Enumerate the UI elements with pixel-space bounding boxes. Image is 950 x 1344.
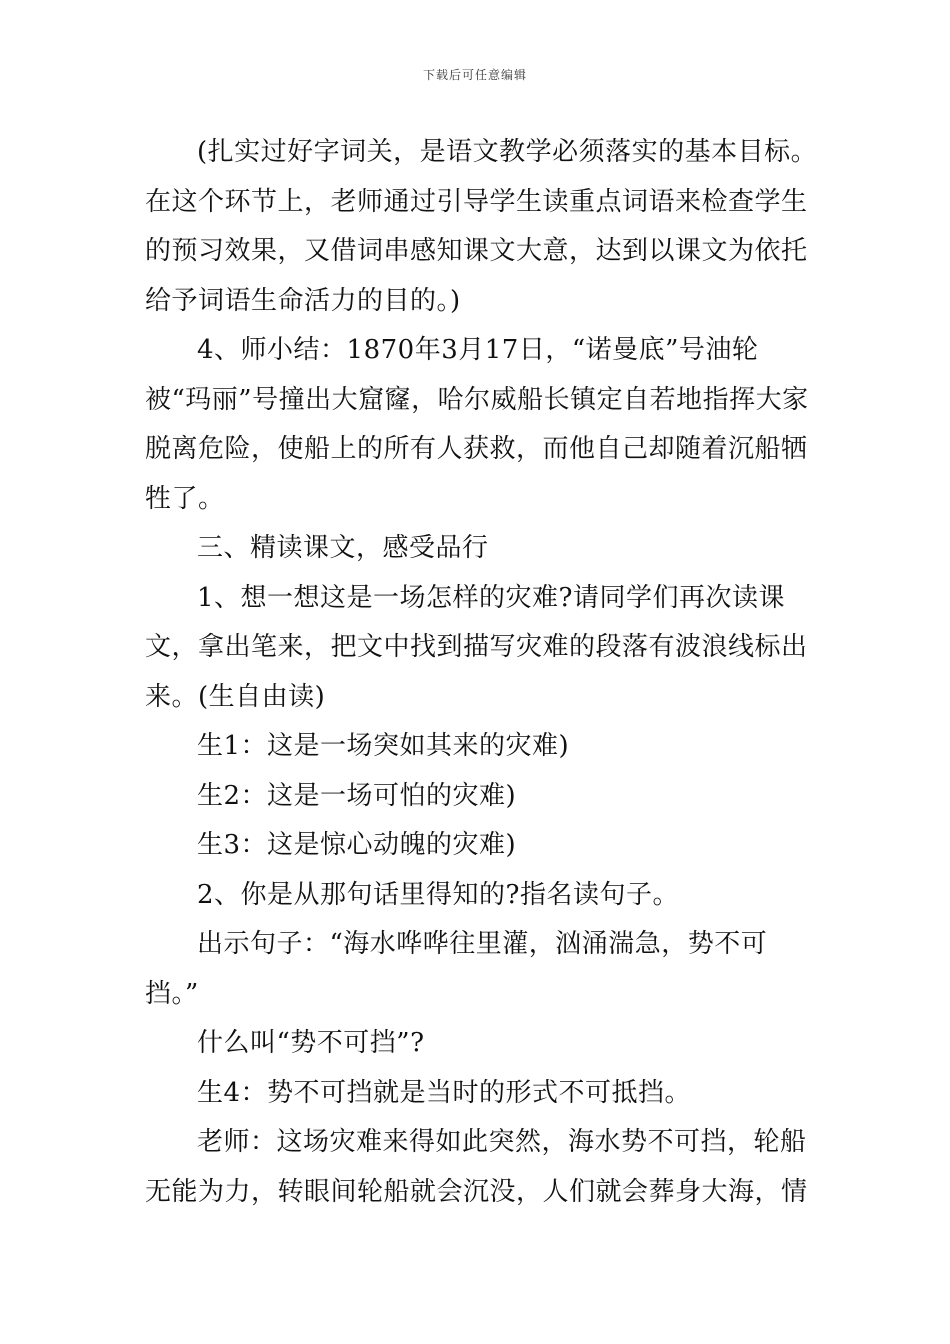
student-answer-4: 生4：势不可挡就是当时的形式不可抵挡。 (197, 1077, 692, 1108)
page-header: 下载后可任意编辑 (422, 68, 527, 82)
paragraph-note: (扎实过好字词关，是语文教学必须落实的基本目标。在这个环节上，老师通过引导学生读重点词语来检查学生的预习效果，又借词串感知课文大意，达到以课文为依托给予词语生命活力的目的。) (145, 137, 818, 316)
student-answer-1: 生1：这是一场突如其来的灾难) (197, 731, 570, 761)
paragraph-question-1: 1、想一想这是一场怎样的灾难?请同学们再次读课文，拿出笔来，把文中找到描写灾难的段落有波浪线标出来。(生自由读) (145, 582, 808, 712)
student-answer-3: 生3：这是惊心动魄的灾难) (197, 830, 517, 860)
paragraph-question-2: 2、你是从那句话里得知的?指名读句子。 (197, 879, 679, 910)
paragraph-question-3: 什么叫“势不可挡”? (197, 1028, 425, 1058)
section-heading: 三、精读课文，感受品行 (197, 533, 489, 563)
student-answer-2: 生2：这是一场可怕的灾难) (197, 780, 517, 811)
teacher-remark: 老师：这场灾难来得如此突然，海水势不可挡，轮船无能为力，转眼间轮船就会沉没，人们就会葬身大海，情 (145, 1127, 808, 1207)
quoted-sentence: 出示句子：“海水哗哗往里灌，汹涌湍急，势不可挡。” (145, 929, 768, 1009)
document-body (145, 128, 820, 1217)
paragraph-summary: 4、师小结：1870年3月17日，“诺曼底”号油轮被“玛丽”号撞出大窟窿，哈尔威船长镇定自若地指挥大家脱离危险，使船上的所有人获救，而他自己却随着沉船牺牲了。 (145, 335, 809, 514)
